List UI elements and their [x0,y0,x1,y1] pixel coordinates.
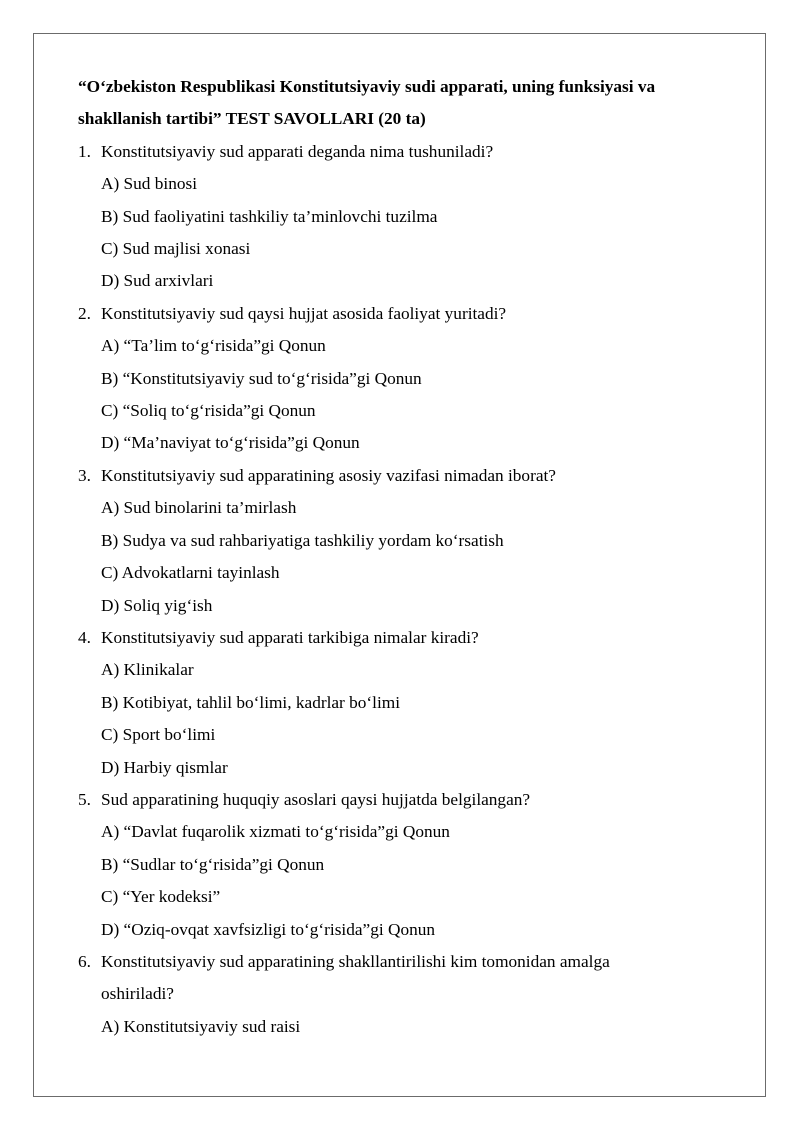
answer-option-d: D) Sud arxivlari [101,271,214,291]
question-text-line-2: oshiriladi? [101,984,174,1004]
answer-option-d: D) “Ma’naviyat to‘g‘risida”gi Qonun [101,433,360,453]
question-text: Sud apparatining huquqiy asoslari qaysi hujjatda belgilangan? [101,789,531,809]
title-line-1: “O‘zbekiston Respublikasi Konstitutsiyaviy sudi apparati, uning funksiyasi va [78,77,656,96]
question-text: Konstitutsiyaviy sud apparati tarkibiga nimalar kiradi? [101,627,479,647]
question-text: Konstitutsiyaviy sud apparatining asosiy vazifasi nimadan iborat? [101,465,556,485]
question-number: 2. [78,303,91,323]
answer-option-b: B) “Sudlar to‘g‘risida”gi Qonun [101,854,325,874]
answer-option-c: C) “Soliq to‘g‘risida”gi Qonun [101,401,316,421]
document-title [78,71,728,136]
answer-option-a: A) Sud binolarini ta’mirlash [101,498,297,518]
answer-option-c: C) Sport bo‘limi [101,725,216,745]
answer-option-a: A) “Davlat fuqarolik xizmati to‘g‘risida”gi Qonun [101,822,450,842]
title-line-2: shakllanish tartibi” TEST SAVOLLARI (20 ta) [78,109,426,129]
question-number: 6. [78,951,91,971]
question-text [101,946,728,1011]
answer-option-b: B) “Konstitutsiyaviy sud to‘g‘risida”gi Qonun [101,368,422,388]
answer-option-a: A) Sud binosi [101,174,198,194]
answer-option-a: A) Konstitutsiyaviy sud raisi [101,1016,301,1036]
question-number: 4. [78,627,91,647]
answer-option-a: A) “Ta’lim to‘g‘risida”gi Qonun [101,336,326,356]
answer-option-b: B) Sud faoliyatini tashkiliy ta’minlovchi tuzilma [101,206,438,226]
answer-option-c: C) “Yer kodeksi” [101,887,221,907]
answer-option-a: A) Klinikalar [101,660,194,680]
answer-option-d: D) Soliq yig‘ish [101,595,213,615]
question-text-line-1: Konstitutsiyaviy sud apparatining shakllantirilishi kim tomonidan amalga [101,951,610,971]
question-3 [78,460,728,622]
question-2 [78,298,728,460]
question-number: 3. [78,465,91,485]
document-body [78,71,728,1043]
question-4 [78,622,728,784]
answer-option-d: D) Harbiy qismlar [101,757,228,777]
answer-option-b: B) Kotibiyat, tahlil bo‘limi, kadrlar bo‘limi [101,692,401,712]
answer-option-c: C) Sud majlisi xonasi [101,239,251,259]
answer-option-b: B) Sudya va sud rahbariyatiga tashkiliy yordam ko‘rsatish [101,530,504,550]
question-text: Konstitutsiyaviy sud qaysi hujjat asosida faoliyat yuritadi? [101,303,507,323]
answer-option-c: C) Advokatlarni tayinlash [101,563,280,583]
question-5 [78,784,728,946]
answer-option-d: D) “Oziq-ovqat xavfsizligi to‘g‘risida”gi Qonun [101,919,436,939]
question-1 [78,136,728,298]
question-text: Konstitutsiyaviy sud apparati deganda nima tushuniladi? [101,141,494,161]
question-number: 1. [78,141,91,161]
question-number: 5. [78,789,91,809]
question-6 [78,946,728,1043]
